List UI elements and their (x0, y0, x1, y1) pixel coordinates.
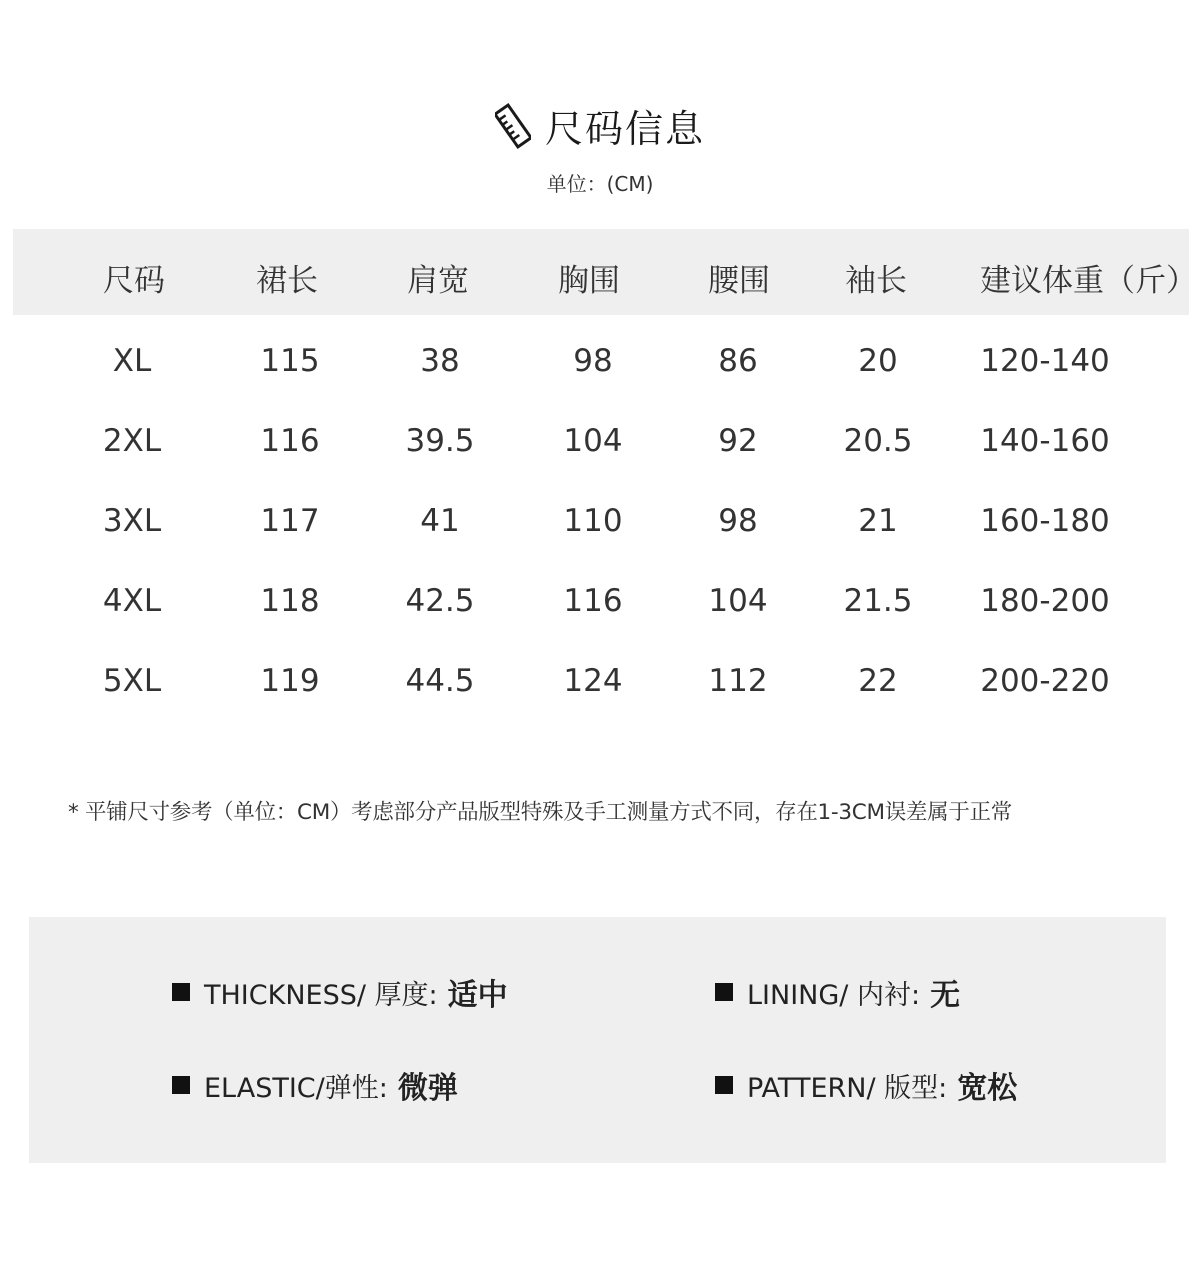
table-cell: 110 (563, 503, 623, 539)
table-cell: 86 (718, 343, 758, 379)
attr-value: 无 (930, 978, 961, 1013)
col-header: 袖长 (845, 263, 907, 299)
table-cell: 3XL (102, 503, 162, 539)
table-cell: 20 (858, 343, 898, 379)
table-cell: 41 (420, 503, 460, 539)
table-cell: XL (112, 343, 152, 379)
table-cell: 21 (858, 503, 898, 539)
table-cell: 115 (260, 343, 320, 379)
table-cell: 200-220 (980, 663, 1110, 699)
table-cell: 180-200 (980, 583, 1110, 619)
attributes-panel (29, 917, 1166, 1163)
attr-value: 微弹 (397, 1071, 458, 1106)
bullet-square-icon (172, 1076, 190, 1094)
col-header: 胸围 (558, 263, 620, 299)
table-cell: 5XL (102, 663, 162, 699)
table-cell: 98 (718, 503, 758, 539)
ruler-icon (495, 102, 531, 150)
measurement-note: * 平铺尺寸参考（单位：CM）考虑部分产品版型特殊及手工测量方式不同，存在1-3CM误差属于正常 (68, 800, 1012, 825)
table-cell: 117 (260, 503, 320, 539)
attr-pattern (715, 1063, 1017, 1107)
attr-label: LINING/ 内衬: (747, 979, 921, 1011)
col-header: 裙长 (256, 263, 318, 299)
bullet-square-icon (172, 983, 190, 1001)
table-cell: 112 (708, 663, 768, 699)
table-cell: 160-180 (980, 503, 1110, 539)
table-cell: 22 (858, 663, 898, 699)
table-cell: 140-160 (980, 423, 1110, 459)
title-row (0, 98, 1200, 153)
attr-thickness (172, 970, 508, 1014)
unit-label: 单位：(CM) (546, 172, 654, 196)
table-cell: 116 (563, 583, 623, 619)
attr-lining (715, 970, 960, 1014)
attr-elastic (172, 1063, 458, 1107)
col-header: 腰围 (708, 263, 770, 299)
table-cell: 104 (708, 583, 768, 619)
page-title: 尺码信息 (544, 107, 705, 151)
table-cell: 92 (718, 423, 758, 459)
attr-value: 适中 (447, 978, 508, 1013)
table-cell: 42.5 (405, 583, 475, 619)
table-cell: 39.5 (405, 423, 475, 459)
table-cell: 20.5 (843, 423, 913, 459)
table-cell: 116 (260, 423, 320, 459)
table-cell: 2XL (102, 423, 162, 459)
table-cell: 4XL (102, 583, 162, 619)
attr-value: 宽松 (957, 1071, 1018, 1106)
attr-label: ELASTIC/弹性: (204, 1072, 388, 1104)
attr-label: THICKNESS/ 厚度: (204, 979, 438, 1011)
col-header: 肩宽 (407, 263, 469, 299)
table-cell: 21.5 (843, 583, 913, 619)
attr-label: PATTERN/ 版型: (747, 1072, 948, 1104)
col-header: 建议体重（斤） (980, 263, 1197, 299)
table-cell: 104 (563, 423, 623, 459)
bullet-square-icon (715, 983, 733, 1001)
table-cell: 44.5 (405, 663, 475, 699)
bullet-square-icon (715, 1076, 733, 1094)
table-cell: 124 (563, 663, 623, 699)
table-cell: 98 (573, 343, 613, 379)
table-cell: 120-140 (980, 343, 1110, 379)
table-cell: 38 (420, 343, 460, 379)
table-cell: 119 (260, 663, 320, 699)
table-cell: 118 (260, 583, 320, 619)
col-header: 尺码 (103, 263, 165, 299)
